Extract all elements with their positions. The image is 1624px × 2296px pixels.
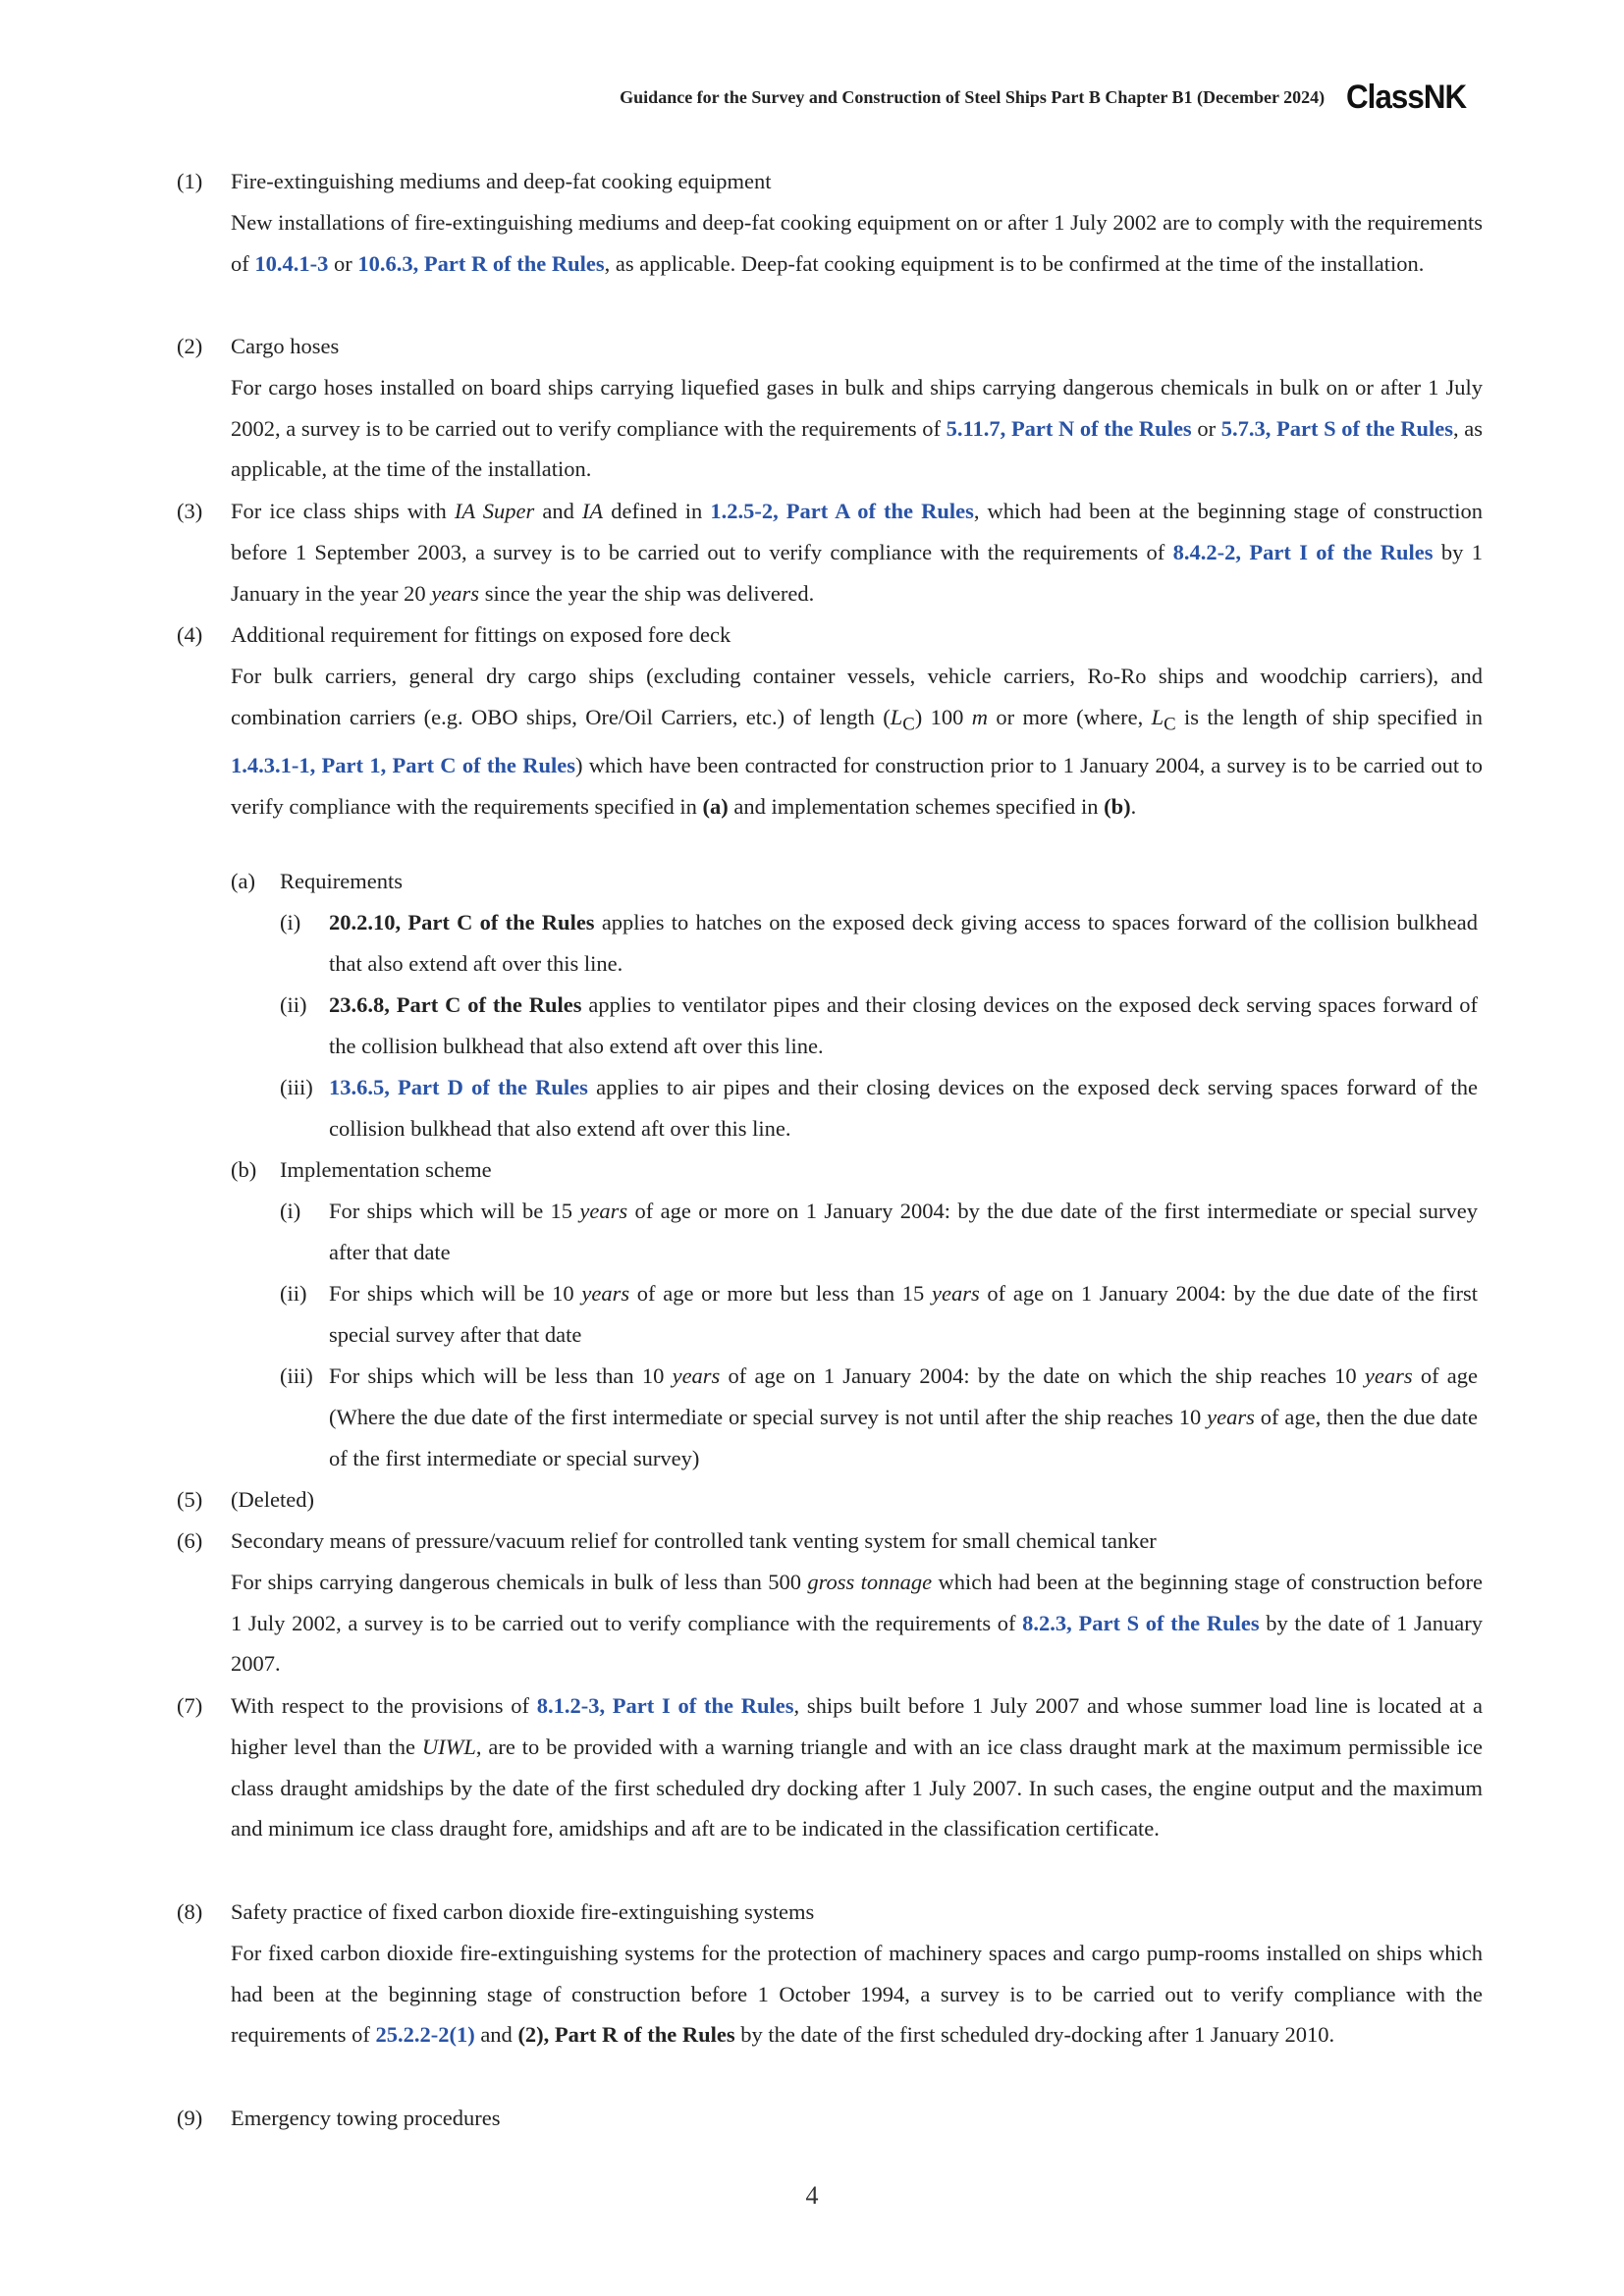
item-number: (9) bbox=[177, 2106, 203, 2130]
subitem-b bbox=[231, 1149, 1483, 1191]
text-run: or bbox=[328, 250, 358, 276]
item-body bbox=[231, 1685, 1483, 1849]
rule-reference: 23.6.8, Part C of the Rules bbox=[329, 992, 582, 1017]
item-title: Safety practice of fixed carbon dioxide fire-extinguishing systems bbox=[231, 1899, 815, 1924]
text-run: or bbox=[1191, 415, 1221, 441]
text-run: by the date of 1 January 2007. bbox=[231, 1610, 1483, 1677]
text-run: of age on 1 January 2004: by the due date of the first special survey after that date bbox=[329, 1281, 1478, 1347]
subsubitem-number: (ii) bbox=[280, 992, 307, 1017]
item-9 bbox=[177, 2098, 1483, 2139]
rule-reference-link[interactable]: 8.2.3, Part S of the Rules bbox=[1022, 1610, 1260, 1635]
item-body bbox=[231, 1933, 1483, 2056]
text-run: For ice class ships with bbox=[231, 499, 455, 523]
text-run: of age or more on 1 January 2004: by the due date of the first intermediate or special survey after that date bbox=[329, 1199, 1479, 1264]
text-run: and bbox=[534, 499, 582, 523]
text-run: applies to hatches on the exposed deck giving access to spaces forward of the collision bulkhead that also extend aft over this line. bbox=[329, 910, 1478, 976]
item-number: (3) bbox=[177, 499, 203, 523]
item-number: (5) bbox=[177, 1487, 203, 1512]
subitem-title: Implementation scheme bbox=[280, 1157, 492, 1182]
item-title: Fire-extinguishing mediums and deep-fat cooking equipment bbox=[231, 169, 772, 193]
item-title: Secondary means of pressure/vacuum relief for controlled tank venting system for small chemical tanker bbox=[231, 1528, 1157, 1553]
item-number: (4) bbox=[177, 622, 203, 647]
text-run: For fixed carbon dioxide fire-extinguishing systems for the protection of machinery spaces and cargo pump-rooms installed on ships which had been at the beginning stage of construction before 1 October 1994, a survey is to be carried out to verify compliance with the requirements of bbox=[231, 1940, 1483, 2048]
subsubitem-number: (iii) bbox=[280, 1363, 313, 1388]
item-7 bbox=[177, 1685, 1483, 1849]
text-run: since the year the ship was delivered. bbox=[479, 580, 815, 606]
item-number: (7) bbox=[177, 1693, 203, 1718]
bold-term: (b) bbox=[1104, 793, 1131, 819]
item-5 bbox=[177, 1479, 1483, 1521]
item-body bbox=[231, 202, 1483, 285]
subitem-a bbox=[231, 861, 1483, 902]
rule-reference-link[interactable]: 10.4.1-3 bbox=[254, 250, 329, 276]
subitem-number: (a) bbox=[231, 869, 255, 893]
italic-term: years bbox=[1364, 1363, 1413, 1388]
page-header bbox=[620, 79, 1477, 117]
subscript: C bbox=[1164, 714, 1176, 735]
text-run: by 1 January in the year 20 bbox=[231, 539, 1484, 606]
text-run: and implementation schemes specified in bbox=[728, 793, 1105, 819]
item-3 bbox=[177, 491, 1484, 614]
subsubitem-a-i bbox=[280, 902, 1478, 985]
text-run: of age or more but less than 15 bbox=[629, 1281, 932, 1306]
text-run: . bbox=[1130, 793, 1137, 819]
text-run: of age, then the due date of the first intermediate or special survey) bbox=[329, 1404, 1479, 1470]
item-number: (2) bbox=[177, 334, 203, 358]
italic-term: m bbox=[971, 704, 989, 729]
text-run: For bulk carriers, general dry cargo ships (excluding container vessels, vehicle carriers, Ro-Ro ships and woodchip carriers), and combination carriers (e.g. OBO ships, Ore/Oil Carriers, etc.) of length ( bbox=[231, 663, 1483, 729]
italic-term: gross tonnage bbox=[807, 1569, 933, 1594]
classnk-logo: ClassNK bbox=[1346, 79, 1467, 116]
item-title: Cargo hoses bbox=[231, 334, 340, 358]
text-run: ) which have been contracted for construction prior to 1 January 2004, a survey is to be carried out to verify compliance with the requirements specified in bbox=[231, 752, 1483, 819]
subsubitem-a-ii bbox=[280, 985, 1479, 1067]
rule-reference-link[interactable]: 10.6.3, Part R of the Rules bbox=[357, 250, 605, 276]
italic-term: UIWL bbox=[421, 1734, 476, 1759]
subscript: C bbox=[902, 714, 915, 735]
text-run: or more (where, bbox=[988, 704, 1152, 729]
item-body bbox=[231, 1562, 1483, 1684]
bold-term: (2), Part R of the Rules bbox=[517, 2022, 735, 2048]
text-run: applies to air pipes and their closing devices on the exposed deck serving spaces forward of the collision bulkhead that also extend aft over this line. bbox=[329, 1075, 1479, 1141]
item-body bbox=[231, 367, 1483, 490]
item-title: Emergency towing procedures bbox=[231, 2106, 501, 2130]
page-number: 4 bbox=[805, 2181, 819, 2210]
subsubitem-number: (iii) bbox=[280, 1075, 313, 1099]
item-number: (8) bbox=[177, 1899, 203, 1924]
subitem-number: (b) bbox=[231, 1157, 257, 1182]
italic-term: years bbox=[579, 1199, 628, 1223]
italic-term: IA bbox=[581, 499, 604, 523]
subsubitem-number: (i) bbox=[280, 910, 301, 934]
item-2 bbox=[177, 326, 1484, 490]
header-title: Guidance for the Survey and Construction of Steel Ships Part B Chapter B1 (December 2024) bbox=[620, 87, 1326, 107]
rule-reference: 20.2.10, Part C of the Rules bbox=[329, 910, 595, 934]
item-body bbox=[231, 491, 1483, 614]
subsubitem-number: (i) bbox=[280, 1199, 301, 1223]
rule-reference-link[interactable]: 5.7.3, Part S of the Rules bbox=[1220, 415, 1453, 441]
text-run: applies to ventilator pipes and their closing devices on the exposed deck serving spaces forward of the collision bulkhead that also extend aft over this line. bbox=[329, 992, 1479, 1058]
text-run: defined in bbox=[603, 499, 711, 523]
rule-reference-link[interactable]: 25.2.2-2(1) bbox=[375, 2022, 475, 2048]
subsubitem-number: (ii) bbox=[280, 1281, 307, 1306]
italic-term: years bbox=[581, 1281, 630, 1306]
text-run: ) 100 bbox=[914, 704, 972, 729]
italic-term: IA Super bbox=[454, 499, 535, 523]
italic-term: L bbox=[1151, 704, 1164, 729]
text-run: For ships which will be less than 10 bbox=[329, 1363, 673, 1388]
item-title: (Deleted) bbox=[231, 1487, 314, 1512]
text-run: , as applicable. Deep-fat cooking equipment is to be confirmed at the time of the installation. bbox=[604, 250, 1425, 276]
item-title: Additional requirement for fittings on exposed fore deck bbox=[231, 622, 731, 647]
item-1 bbox=[177, 161, 1483, 284]
item-8 bbox=[177, 1892, 1483, 2056]
italic-term: L bbox=[890, 704, 903, 729]
text-run: of age on 1 January 2004: by the date on which the ship reaches 10 bbox=[720, 1363, 1365, 1388]
italic-term: years bbox=[672, 1363, 721, 1388]
text-run: and bbox=[474, 2022, 518, 2048]
italic-term: years bbox=[931, 1281, 980, 1306]
text-run: For ships carrying dangerous chemicals in bulk of less than 500 bbox=[231, 1569, 808, 1594]
subsubitem-b-ii bbox=[280, 1273, 1478, 1356]
text-run: which had been at the beginning stage of construction before 1 July 2002, a survey is to be carried out to verify compliance with the requirements of bbox=[231, 1569, 1483, 1635]
item-number: (6) bbox=[177, 1528, 203, 1553]
text-run: is the length of ship specified in bbox=[1175, 704, 1483, 729]
text-run: , are to be provided with a warning triangle and with an ice class draught mark at the maximum permissible ice class draught amidships by the date of the first scheduled dry docking after 1 July 2007. In such cases, the engine output and the maximum and minimum ice class draught fore, amidships and aft are to be indicated in the classification certificate. bbox=[231, 1734, 1483, 1842]
bold-term: (a) bbox=[702, 793, 729, 819]
item-6 bbox=[177, 1521, 1483, 1684]
subsubitem-b-iii bbox=[280, 1356, 1479, 1478]
text-run: With respect to the provisions of bbox=[231, 1693, 537, 1718]
rule-reference-link[interactable]: 5.11.7, Part N of the Rules bbox=[946, 415, 1192, 441]
item-4 bbox=[177, 614, 1483, 827]
text-run: , as applicable, at the time of the installation. bbox=[231, 415, 1484, 482]
subsubitem-a-iii bbox=[280, 1067, 1479, 1149]
text-run: by the date of the first scheduled dry-docking after 1 January 2010. bbox=[734, 2022, 1335, 2048]
italic-term: years bbox=[431, 580, 480, 606]
text-run: New installations of fire-extinguishing mediums and deep-fat cooking equipment on or after 1 July 2002 are to comply with the requirements of bbox=[231, 209, 1483, 276]
italic-term: years bbox=[1207, 1404, 1255, 1429]
rule-reference-link[interactable]: 8.4.2-2, Part I of the Rules bbox=[1172, 539, 1434, 564]
rule-reference-link[interactable]: 13.6.5, Part D of the Rules bbox=[329, 1075, 588, 1099]
text-run: For ships which will be 15 bbox=[329, 1199, 580, 1223]
text-run: , ships built before 1 July 2007 and whose summer load line is located at a higher level than the bbox=[231, 1693, 1483, 1759]
item-body bbox=[231, 656, 1483, 828]
text-run: of age (Where the due date of the first intermediate or special survey is not until after the ship reaches 10 bbox=[329, 1363, 1479, 1429]
text-run: For ships which will be 10 bbox=[329, 1281, 582, 1306]
rule-reference-link[interactable]: 8.1.2-3, Part I of the Rules bbox=[536, 1693, 794, 1718]
item-number: (1) bbox=[177, 169, 203, 193]
text-run: , which had been at the beginning stage of construction before 1 September 2003, a survey is to be carried out to verify compliance with the requirements of bbox=[231, 499, 1483, 564]
subitem-title: Requirements bbox=[280, 869, 403, 893]
text-run: For cargo hoses installed on board ships carrying liquefied gases in bulk and ships carrying dangerous chemicals in bulk on or after 1 July 2002, a survey is to be carried out to verify compliance with the requirements of bbox=[231, 374, 1483, 441]
rule-reference-link[interactable]: 1.4.3.1-1, Part 1, Part C of the Rules bbox=[231, 752, 575, 777]
subsubitem-b-i bbox=[280, 1191, 1479, 1273]
rule-reference-link[interactable]: 1.2.5-2, Part A of the Rules bbox=[710, 499, 974, 523]
